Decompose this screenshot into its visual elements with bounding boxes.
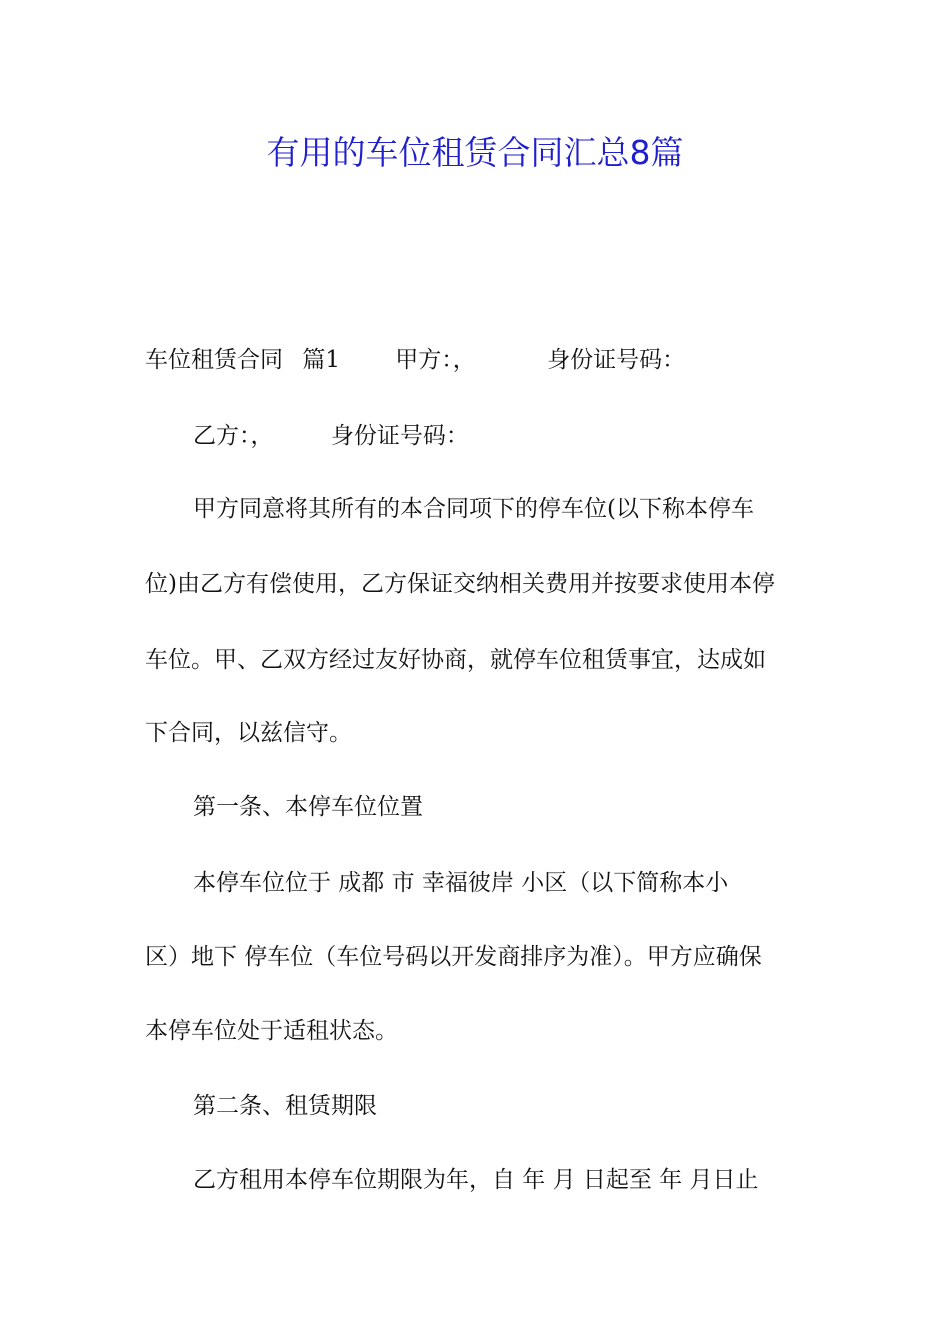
body-line: 区）地下 停车位（车位号码以开发商排序为准）。甲方应确保 bbox=[145, 944, 762, 970]
contract-name: 车位租赁合同 bbox=[145, 347, 283, 373]
body-line: 位)由乙方有偿使用，乙方保证交纳相关费用并按要求使用本停 bbox=[145, 571, 775, 597]
body-line: 本停车位处于适租状态。 bbox=[145, 1018, 398, 1044]
body-line: 下合同，以兹信守。 bbox=[145, 720, 352, 746]
body-line: 乙方租用本停车位期限为年，自 年 月 日起至 年 月日止 bbox=[193, 1167, 759, 1193]
party-b-line bbox=[193, 419, 469, 453]
chapter-label: 篇1 bbox=[302, 347, 340, 373]
section-heading: 第一条、本停车位位置 bbox=[193, 794, 423, 820]
body-line: 甲方同意将其所有的本合同项下的停车位(以下称本停车 bbox=[193, 496, 754, 522]
section-heading: 第二条、租赁期限 bbox=[193, 1093, 377, 1119]
party-a-id-label: 身份证号码： bbox=[547, 347, 686, 373]
body-line: 本停车位位于 成都 市 幸福彼岸 小区（以下简称本小 bbox=[193, 870, 729, 896]
party-b-id-label: 身份证号码： bbox=[330, 423, 469, 449]
party-a-label: 甲方：， bbox=[395, 347, 476, 373]
body-line: 车位。甲、乙双方经过友好协商，就停车位租赁事宜，达成如 bbox=[145, 647, 766, 673]
contract-header-line bbox=[145, 343, 685, 377]
party-b-label: 乙方：， bbox=[193, 423, 274, 449]
document-title: 有用的车位租赁合同汇总8篇 bbox=[266, 133, 684, 172]
